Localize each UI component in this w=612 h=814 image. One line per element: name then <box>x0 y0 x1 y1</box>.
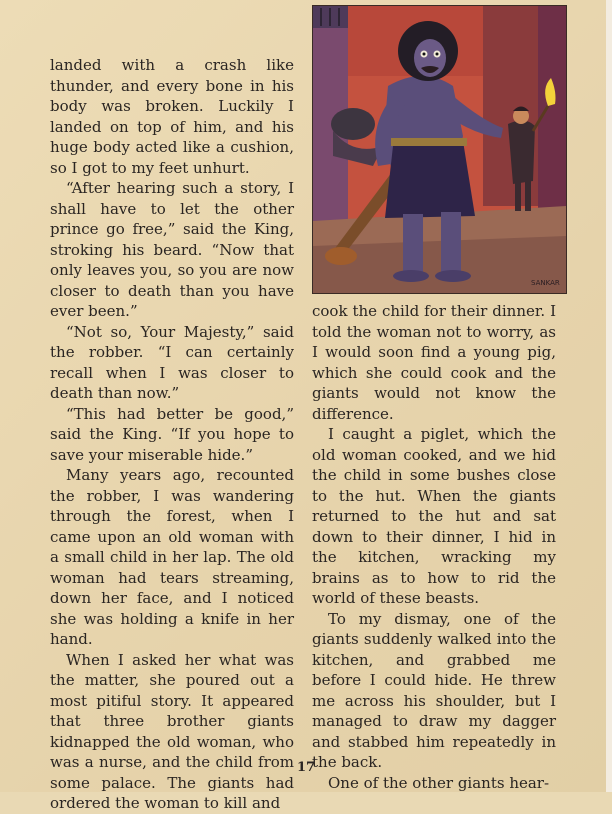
giant-skirt <box>385 141 475 218</box>
paragraph: Many years ago, recounted the robber, I was wandering through the forest, when I came upon an old woman with a small child in her lap. The old woman had tears streaming, down her face, and I noticed she was holding a knife in her hand. <box>50 466 294 648</box>
fallen-figure <box>331 108 375 140</box>
paragraph: cook the child for their dinner. I told the woman not to worry, as I would soon find a young pig, which she could cook and the giants would not know the difference. <box>312 302 556 423</box>
right-text-column <box>312 301 556 793</box>
paragraph: “Not so, Your Majesty,” said the robber. “I can certainly recall when I was closer to death than now.” <box>50 322 294 402</box>
paragraph: “After hearing such a story, I shall have to let the other prince go free,” said the King, stroking his beard. “Now that only leaves you, so you are now closer to death than you have ever been.” <box>50 179 294 320</box>
paragraph: To my dismay, one of the giants suddenly walked into the kitchen, and grabbed me before I could hide. He threw me across his shoulder, but I managed to draw my dagger and stabbed him repeatedly in the back. <box>312 609 556 771</box>
illustration-art <box>313 6 566 293</box>
page-edge <box>606 0 612 792</box>
left-text-column <box>50 55 294 814</box>
story-illustration <box>312 5 567 294</box>
page-number: 17 <box>296 760 316 775</box>
paragraph: I caught a piglet, which the old woman cooked, and we hid the child in some bushes close to the hut. When the giants returned to the hut and sat down to their dinner, I hid in the kitchen, wracking my brains as to how to rid the world of these beasts. <box>312 425 556 607</box>
paragraph: landed with a crash like thunder, and every bone in his body was broken. Luckily I landed on top of him, and his huge body acted like a cushion, so I got to my feet unhurt. <box>50 56 294 177</box>
paragraph: “This had better be good,” said the King. “If you hope to save your miserable hide.” <box>50 404 294 464</box>
paragraph: One of the other giants hear- <box>328 773 550 792</box>
paragraph: When I asked her what was the matter, she poured out a most pitiful story. It appeared that three brother giants kidnapped the old woman, who was a nurse, and the child from some palace. The giants had ordered the woman to kill and <box>50 650 294 812</box>
illustration-signature: SANKAR <box>531 279 560 287</box>
